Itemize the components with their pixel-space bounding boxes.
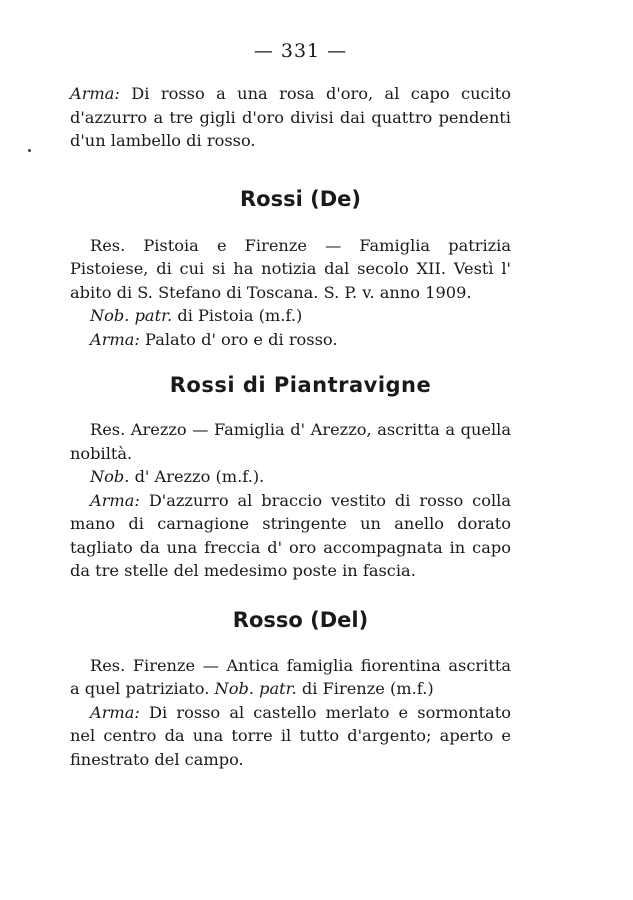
entry-residence: Res. Arezzo — Famiglia d' Arezzo, ascritta a quella nobiltà.: [70, 420, 511, 463]
entry-arma: [70, 328, 511, 352]
nobility-label: Nob. patr.: [90, 306, 173, 325]
arma-label: Arma:: [90, 490, 140, 510]
nobility-label: Nob.: [90, 467, 130, 486]
nobility-label: Nob. patr.: [214, 679, 297, 698]
entry-arma: [70, 701, 511, 772]
entry-nobility: [70, 304, 511, 328]
arma-text: Palato d' oro e di rosso.: [139, 329, 338, 349]
arma-label: Arma:: [70, 84, 120, 103]
ink-speck: [28, 149, 31, 152]
arma-text: Di rosso al castello merlato e sormontato nel centro da una torre il tutto d'argento; aperto e finestrato del campo.: [70, 702, 511, 769]
nobility-text: di Firenze (m.f.): [296, 679, 434, 698]
entry-arma: [70, 489, 511, 583]
entry-residence: Res. Pistoia e Firenze — Famiglia patrizia Pistoiese, di cui si ha notizia dal secolo XII. Vestì l' abito di S. Stefano di Toscana. S. P. v. anno 1909.: [70, 235, 511, 302]
arma-label: Arma:: [90, 329, 140, 349]
nobility-text: di Pistoia (m.f.): [172, 306, 303, 325]
nobility-text: d' Arezzo (m.f.).: [129, 467, 265, 486]
entry-nobility: [70, 465, 511, 489]
arma-text: Di rosso a una rosa d'oro, al capo cucito d'azzurro a tre gigli d'oro divisi dai quattro pendenti d'un lambello di rosso.: [70, 84, 511, 150]
entry-heading: Rosso (Del): [232, 607, 369, 632]
arma-text: D'azzurro al braccio vestito di rosso colla mano di carnagione stringente un anello dorato tagliato da una freccia d' oro accompagnata in capo da tre stelle del medesimo poste in fascia.: [70, 490, 511, 580]
arma-label: Arma:: [90, 702, 140, 722]
residence-text: Res. Firenze — Antica famiglia fiorentina ascritta a quel patriziato.: [70, 655, 511, 698]
page-number: — 331 —: [253, 40, 348, 62]
intro-arma-paragraph: [70, 82, 511, 153]
entry-heading: Rossi (De): [240, 186, 361, 211]
entry-residence-nobility: [70, 654, 511, 701]
entry-heading: Rossi di Piantravigne: [169, 373, 432, 397]
